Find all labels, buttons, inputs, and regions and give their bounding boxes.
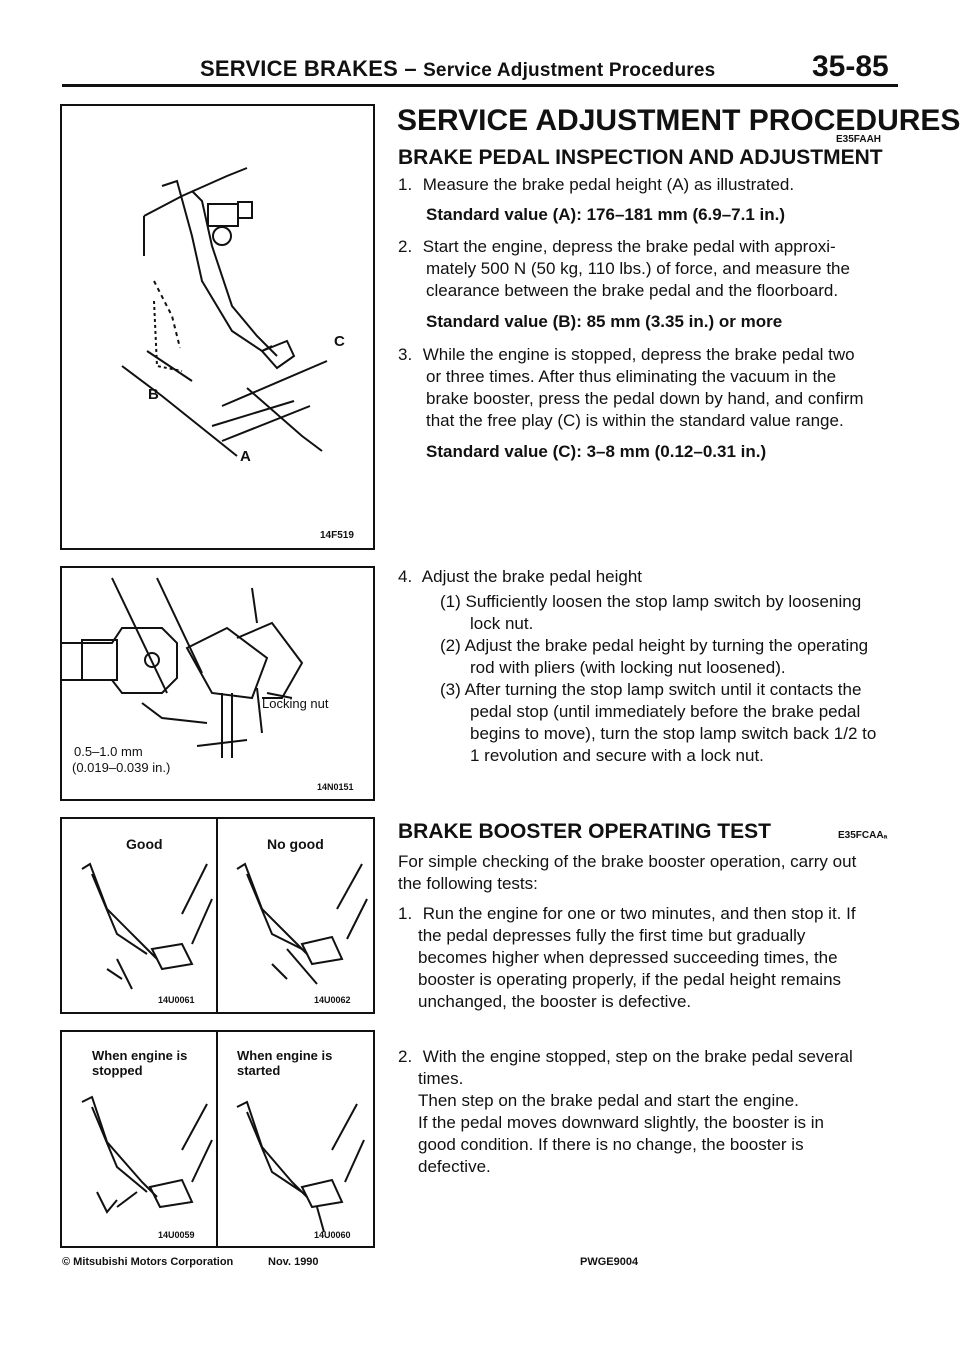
step-line: clearance between the brake pedal and the floorboard. [426, 281, 839, 300]
sub-num: (3) [440, 680, 461, 699]
test-line: unchanged, the booster is defective. [418, 992, 692, 1011]
figure-code-left: 14U0061 [158, 995, 195, 1005]
page-title [397, 104, 960, 138]
sub-line: lock nut. [470, 614, 534, 633]
started-label-1: When engine is [237, 1048, 333, 1063]
test-line: With the engine stopped, step on the brake pedal several [422, 1047, 853, 1066]
standard-value-c: Standard value (C): 3–8 mm (0.12–0.31 in.) [426, 442, 767, 461]
step-line: that the free play (C) is within the standard value range. [426, 411, 844, 430]
figure-code-left: 14U0059 [158, 1230, 195, 1240]
sub-num: (2) [440, 636, 461, 655]
intro-line: For simple checking of the brake booster operation, carry out [398, 852, 857, 871]
sub-line: pedal stop (until immediately before the brake pedal [470, 702, 861, 721]
step-num: 2. [398, 237, 413, 256]
test-line: becomes higher when depressed succeeding times, the [418, 948, 838, 967]
test-line: If the pedal moves downward slightly, the booster is in [418, 1113, 825, 1132]
test-line: Then step on the brake pedal and start the engine. [418, 1091, 799, 1110]
header-subsection: Service Adjustment Procedures [423, 60, 716, 81]
figure-code: 14F519 [320, 530, 354, 541]
test-num: 1. [398, 904, 413, 923]
step-line: While the engine is stopped, depress the brake pedal two [422, 345, 855, 364]
figure-engine-stopped-started [60, 1030, 375, 1248]
test-line: defective. [418, 1157, 491, 1176]
step-num: 3. [398, 345, 413, 364]
page-number: 35-85 [812, 50, 889, 83]
good-label: Good [126, 836, 163, 852]
step-num: 4. [398, 567, 413, 586]
intro-line: the following tests: [398, 874, 538, 893]
footer-copyright: © Mitsubishi Motors Corporation [62, 1256, 234, 1268]
step-text: Measure the brake pedal height (A) as illustrated. [422, 175, 795, 194]
test-line: good condition. If there is no change, the booster is [418, 1135, 804, 1154]
page-title-code: E35FAAH [836, 134, 882, 145]
section-code: E35FCAAₐ [838, 830, 888, 841]
sub-step-1 [440, 591, 861, 613]
step-line: or three times. After thus eliminating the vacuum in the [426, 367, 837, 386]
test-line: times. [418, 1069, 464, 1088]
gap-mm-label: 0.5–1.0 mm [74, 744, 143, 759]
sub-line: rod with pliers (with locking nut loosened). [470, 658, 786, 677]
footer-doc-code: PWGE9004 [580, 1256, 639, 1268]
sub-line: 1 revolution and secure with a lock nut. [470, 746, 764, 765]
label-c: C [334, 333, 345, 350]
test-line: the pedal depresses fully the first time but gradually [418, 926, 806, 945]
figure-stop-lamp-switch [60, 566, 375, 801]
figure-code-right: 14U0062 [314, 995, 351, 1005]
section-heading-booster: BRAKE BOOSTER OPERATING TEST [398, 820, 771, 843]
page-title-text: SERVICE ADJUSTMENT PROCEDURES [397, 104, 960, 137]
started-label-2: started [237, 1063, 281, 1078]
step-2 [398, 236, 898, 258]
figure-pedal-height [60, 104, 375, 550]
good-nogood-diagram [62, 819, 373, 1012]
step-line: brake booster, press the pedal down by hand, and confirm [426, 389, 864, 408]
switch-diagram [62, 568, 373, 799]
header-title [200, 56, 715, 82]
sub-line: After turning the stop lamp switch until it contacts the [464, 680, 862, 699]
pedal-diagram [62, 106, 373, 548]
step-3 [398, 344, 898, 366]
figure-code: 14N0151 [317, 782, 354, 792]
test-2 [398, 1046, 898, 1068]
header-rule [62, 84, 898, 87]
step-line: Start the engine, depress the brake pedal with approxi- [422, 237, 836, 256]
test-1 [398, 903, 898, 925]
stopped-label-1: When engine is [92, 1048, 188, 1063]
figure-code-right: 14U0060 [314, 1230, 351, 1240]
standard-value-a: Standard value (A): 176–181 mm (6.9–7.1 in.) [426, 205, 786, 224]
label-b: B [148, 386, 159, 403]
header-section: SERVICE BRAKES [200, 56, 398, 81]
header-dash: – [404, 56, 417, 81]
test-num: 2. [398, 1047, 413, 1066]
stopped-label-2: stopped [92, 1063, 143, 1078]
engine-test-diagram [62, 1032, 373, 1246]
footer-date: Nov. 1990 [268, 1256, 319, 1268]
sub-line: begins to move), turn the stop lamp switch back 1/2 to [470, 724, 877, 743]
locking-nut-label: Locking nut [262, 696, 329, 711]
sub-step-2 [440, 635, 868, 657]
step-1 [398, 174, 898, 196]
no-good-label: No good [267, 836, 324, 852]
step-line: mately 500 N (50 kg, 110 lbs.) of force, and measure the [426, 259, 850, 278]
sub-line: Adjust the brake pedal height by turning the operating [464, 636, 869, 655]
step-num: 1. [398, 175, 413, 194]
test-line: Run the engine for one or two minutes, and then stop it. If [422, 904, 856, 923]
test-line: booster is operating properly, if the pedal height remains [418, 970, 842, 989]
sub-num: (1) [440, 592, 461, 611]
step-4 [398, 566, 898, 588]
figure-good-no-good [60, 817, 375, 1014]
standard-value-b: Standard value (B): 85 mm (3.35 in.) or more [426, 312, 783, 331]
sub-line: Sufficiently loosen the stop lamp switch by loosening [465, 592, 862, 611]
step-text: Adjust the brake pedal height [421, 567, 643, 586]
gap-in-label: (0.019–0.039 in.) [72, 760, 171, 775]
sub-step-3 [440, 679, 861, 701]
section-heading-pedal: BRAKE PEDAL INSPECTION AND ADJUSTMENT [398, 146, 883, 169]
label-a: A [240, 448, 251, 465]
